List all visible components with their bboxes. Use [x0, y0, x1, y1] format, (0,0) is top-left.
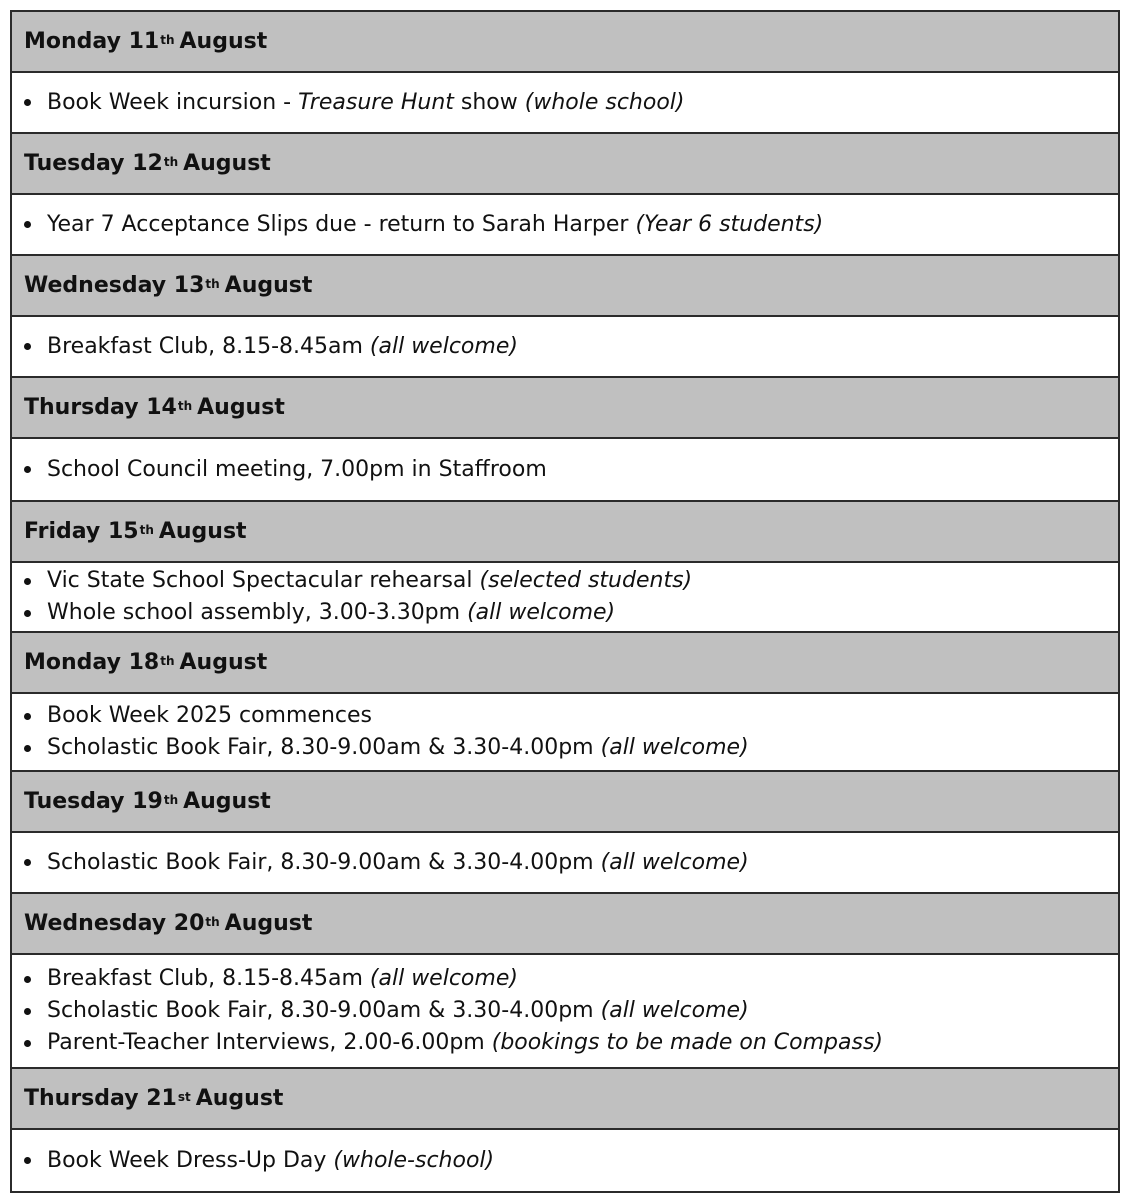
event-note: (all welcome) — [600, 998, 749, 1023]
day-events — [12, 195, 1118, 256]
event-note: (whole-school) — [333, 1147, 495, 1173]
bullet-icon — [24, 1040, 31, 1047]
event-text: School Council meeting, 7.00pm in Staffroom — [47, 456, 547, 482]
month: August — [179, 650, 268, 675]
weekday: Wednesday — [24, 911, 167, 936]
bullet-icon — [24, 859, 31, 866]
event-text: Year 7 Acceptance Slips due - return to Sarah Harper — [47, 211, 629, 237]
event-item — [24, 454, 1118, 486]
event-item — [24, 209, 1118, 241]
day-header — [12, 772, 1118, 833]
event-item — [24, 963, 1118, 995]
event-title: Treasure Hunt — [298, 89, 454, 115]
month: August — [224, 273, 313, 298]
day-header — [12, 1069, 1118, 1130]
month: August — [158, 519, 247, 544]
day-number: 13 — [173, 273, 205, 298]
day-events — [12, 317, 1118, 378]
bullet-icon — [24, 713, 31, 720]
event-text: Breakfast Club, 8.15-8.45am — [47, 333, 363, 359]
day-header — [12, 256, 1118, 317]
day-number: 21 — [146, 1086, 177, 1111]
day-events — [12, 439, 1118, 502]
bullet-icon — [24, 745, 31, 752]
event-text: Scholastic Book Fair, 8.30-9.00am & 3.30-4.00pm — [47, 735, 594, 760]
day-suffix: th — [205, 276, 220, 291]
event-note: (all welcome) — [369, 333, 518, 359]
event-item — [24, 1145, 1118, 1177]
event-item — [24, 700, 1118, 732]
event-text: Scholastic Book Fair, 8.30-9.00am & 3.30-4.00pm — [47, 998, 594, 1023]
event-note: (all welcome) — [467, 600, 616, 625]
month: August — [183, 151, 271, 176]
event-text: Vic State School Spectacular rehearsal — [47, 568, 473, 593]
event-note: (all welcome) — [600, 849, 749, 875]
weekday: Monday — [24, 650, 121, 675]
weekday: Tuesday — [24, 789, 125, 814]
event-item — [24, 87, 1118, 119]
weekday: Tuesday — [24, 151, 125, 176]
day-suffix: st — [177, 1089, 191, 1104]
month: August — [179, 29, 268, 54]
event-item — [24, 995, 1118, 1027]
day-suffix: th — [163, 154, 179, 169]
day-number: 20 — [173, 911, 205, 936]
day-number: 19 — [132, 789, 163, 814]
day-events — [12, 1130, 1118, 1191]
event-text-pre: Book Week incursion - — [47, 89, 299, 115]
bullet-icon — [24, 976, 31, 983]
event-note: (Year 6 students) — [635, 211, 824, 237]
weekday: Monday — [24, 29, 121, 54]
event-item — [24, 597, 1118, 629]
bullet-icon — [24, 610, 31, 617]
month: August — [224, 911, 313, 936]
day-header — [12, 633, 1118, 694]
day-events — [12, 694, 1118, 772]
weekday: Thursday — [24, 1086, 139, 1111]
event-item — [24, 1027, 1118, 1059]
event-note: (bookings to be made on Compass) — [491, 1030, 883, 1055]
day-header — [12, 894, 1118, 955]
month: August — [195, 1086, 284, 1111]
day-suffix: th — [139, 522, 154, 537]
event-item — [24, 847, 1118, 879]
event-item — [24, 732, 1118, 764]
event-text: show — [460, 89, 518, 115]
bullet-icon — [24, 1008, 31, 1015]
day-suffix: th — [160, 653, 175, 668]
month: August — [197, 395, 285, 420]
day-number: 18 — [128, 650, 160, 675]
day-header — [12, 134, 1118, 195]
day-suffix: th — [205, 914, 220, 929]
bullet-icon — [24, 99, 31, 106]
event-text: Book Week 2025 commences — [47, 703, 372, 728]
event-text: Whole school assembly, 3.00-3.30pm — [47, 600, 461, 625]
event-text: Scholastic Book Fair, 8.30-9.00am & 3.30-4.00pm — [47, 849, 594, 875]
bullet-icon — [24, 466, 31, 473]
event-note: (all welcome) — [369, 966, 518, 991]
event-note: (whole school) — [524, 89, 685, 115]
day-header — [12, 12, 1118, 73]
day-events — [12, 73, 1118, 134]
event-item — [24, 565, 1118, 597]
weekday: Friday — [24, 519, 101, 544]
day-number: 11 — [128, 29, 160, 54]
weekday: Thursday — [24, 395, 139, 420]
event-item — [24, 331, 1118, 363]
calendar-table — [10, 10, 1120, 1193]
bullet-icon — [24, 343, 31, 350]
day-suffix: th — [160, 32, 175, 47]
day-suffix: th — [163, 792, 179, 807]
event-text: Book Week Dress-Up Day — [47, 1147, 327, 1173]
event-text: Breakfast Club, 8.15-8.45am — [47, 966, 363, 991]
day-number: 12 — [132, 151, 163, 176]
day-events — [12, 833, 1118, 894]
day-number: 15 — [107, 519, 139, 544]
day-events — [12, 563, 1118, 633]
event-text: Parent-Teacher Interviews, 2.00-6.00pm — [47, 1030, 485, 1055]
event-note: (all welcome) — [600, 735, 749, 760]
weekday: Wednesday — [24, 273, 167, 298]
day-number: 14 — [146, 395, 177, 420]
day-suffix: th — [177, 398, 193, 413]
bullet-icon — [24, 221, 31, 228]
day-header — [12, 378, 1118, 439]
day-events — [12, 955, 1118, 1069]
month: August — [183, 789, 271, 814]
day-header — [12, 502, 1118, 563]
event-note: (selected students) — [479, 568, 693, 593]
bullet-icon — [24, 578, 31, 585]
bullet-icon — [24, 1157, 31, 1164]
